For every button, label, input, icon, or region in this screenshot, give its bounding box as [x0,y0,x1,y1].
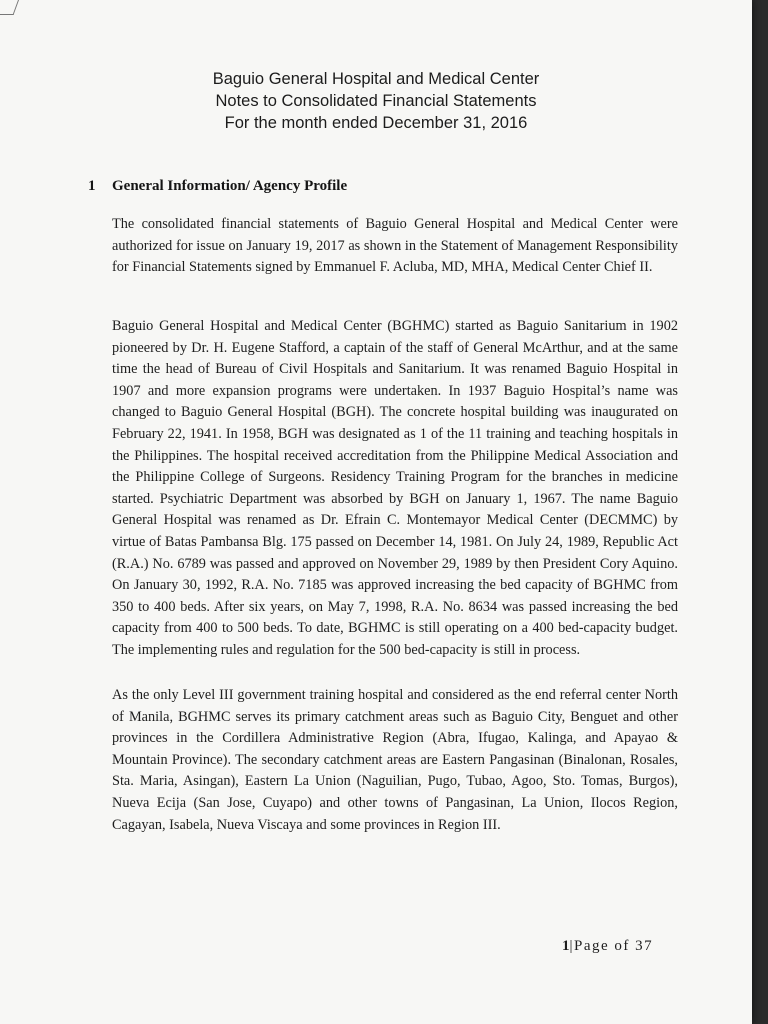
section-title: General Information/ Agency Profile [112,178,348,194]
page-footer [562,938,653,955]
footer-page-number: 1 [562,938,570,954]
paragraph-history: Baguio General Hospital and Medical Center (BGHMC) started as Baguio Sanitarium in 1902 pioneered by Dr. H. Eugene Stafford, a captain of the staff of General McArthur, and at the same time the head of Bureau of Civil Hospitals and Sanitarium. It was renamed Baguio Hospital in 1907 and more expansion programs were undertaken. In 1937 Baguio Hospital’s name was changed to Baguio General Hospital (BGH). The concrete hospital building was inaugurated on February 22, 1941. In 1958, BGH was designated as 1 of the 11 training and teaching hospitals in the Philippines. The hospital received accreditation from the Philippine Medical Association and the Philippine College of Surgeons. Residency Training Program for the branches in medicine started. Psychiatric Department was absorbed by BGH on January 1, 1967. The name Baguio General Hospital was renamed as Dr. Efrain C. Montemayor Medical Center (DECMMC) by virtue of Batas Pambansa Blg. 175 passed on December 14, 1981. On July 24, 1989, Republic Act (R.A.) No. 6789 was passed and approved on November 29, 1989 by then President Cory Aquino. On January 30, 1992, R.A. No. 7185 was approved increasing the bed capacity of BGHMC from 350 to 400 beds. After six years, on May 7, 1998, R.A. No. 8634 was passed increasing the bed capacity from 400 to 500 beds. To date, BGHMC is still operating on a 400 bed-capacity budget. The implementing rules and regulation for the 500 bed-capacity is still in process. [112,318,678,658]
section-heading [88,178,347,195]
header-hospital-name: Baguio General Hospital and Medical Center [212,70,540,88]
document-header [0,68,752,134]
paragraph-catchment-areas: As the only Level III government training hospital and considered as the end referral center North of Manila, BGHMC serves its primary catchment areas such as Baguio City, Benguet and other provinces in the Cordillera Administrative Region (Abra, Ifugao, Kalinga, and Apayao & Mountain Province). The secondary catchment areas are Eastern Pangasinan (Binalonan, Rosales, Sta. Maria, Asingan), Eastern La Union (Naguilian, Pugo, Tubao, Agoo, Sto. Tomas, Burgos), Nueva Ecija (San Jose, Cuyapo) and other towns of Pangasinan, La Union, Ilocos Region, Cagayan, Isabela, Nueva Viscaya and some provinces in Region III. [112,687,678,833]
paragraph-authorization: The consolidated financial statements of Baguio General Hospital and Medical Center were authorized for issue on January 19, 2017 as shown in the Statement of Management Responsibility for Financial Statements signed by Emmanuel F. Acluba, MD, MHA, Medical Center Chief II. [112,216,678,276]
header-period: For the month ended December 31, 2016 [224,114,528,132]
section-number: 1 [88,178,96,194]
header-document-title: Notes to Consolidated Financial Statements [215,92,537,110]
footer-page-label: Page of 37 [574,938,654,954]
footer-separator: | [569,938,575,954]
scan-corner-mark [0,0,19,15]
